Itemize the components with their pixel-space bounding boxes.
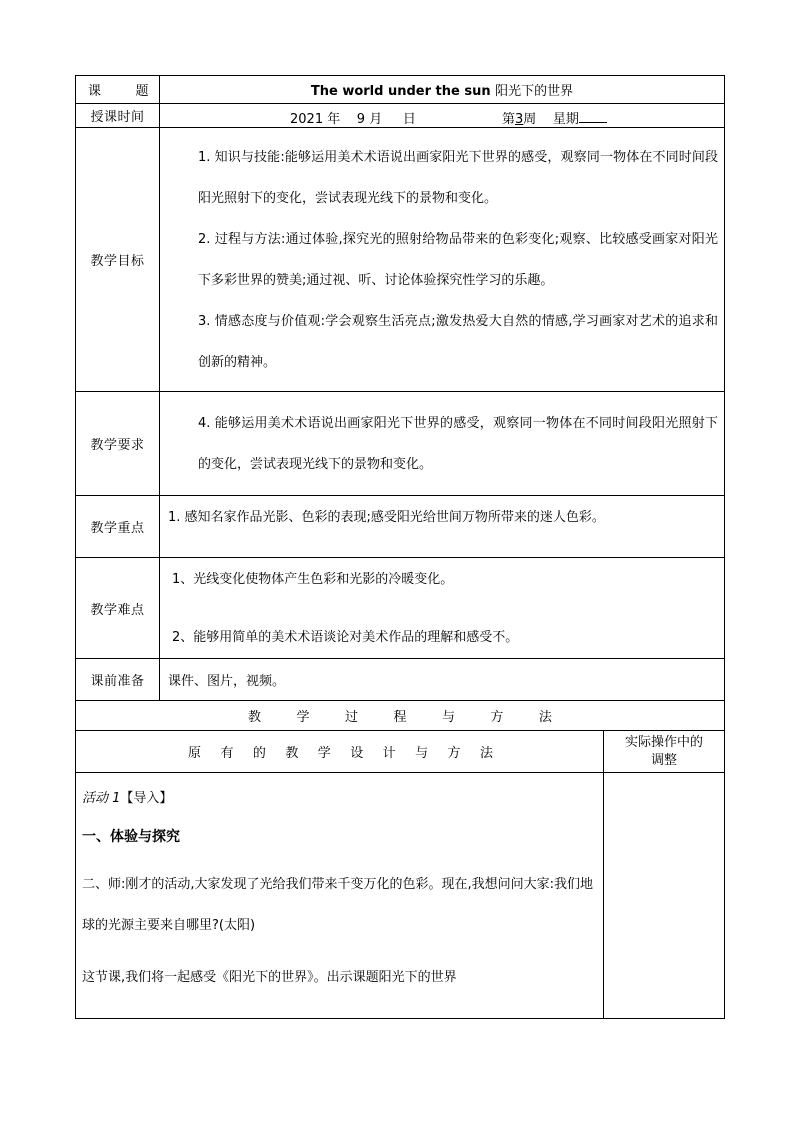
date-label: 授课时间 — [76, 104, 160, 128]
lesson-title-zh: 阳光下的世界 — [495, 84, 574, 99]
process-header-char: 与 — [441, 710, 455, 725]
lesson-title-en: The world under the sun — [310, 84, 491, 99]
week-value — [502, 108, 607, 127]
difficulty-item: 1、光线变化使物体产生色彩和光影的冷暖变化。 — [172, 572, 454, 587]
preparation-text: 课件、图片，视频。 — [168, 674, 286, 689]
date-year: 2021 — [290, 112, 324, 127]
process-header-char: 教 — [248, 710, 262, 725]
week-unit: 周 — [523, 112, 537, 127]
preparation-content — [160, 659, 725, 701]
design-header-char: 有 — [220, 746, 234, 761]
goals-row — [76, 128, 725, 392]
process-header-char: 程 — [393, 710, 407, 725]
key-points-label: 教学重点 — [76, 496, 160, 558]
process-header-char: 方 — [490, 710, 504, 725]
requirements-text-wrap — [160, 403, 724, 485]
design-header-row — [76, 731, 725, 773]
title-label — [76, 80, 159, 99]
key-points-text: 1. 感知名家作品光影、色彩的表现;感受阳光给世间万物所带来的迷人色彩。 — [168, 510, 605, 525]
key-points-row — [76, 496, 725, 558]
design-header-char: 原 — [188, 746, 202, 761]
requirements-label: 教学要求 — [76, 392, 160, 496]
process-header-char: 学 — [296, 710, 310, 725]
activity-section-title: 一、体验与探究 — [82, 829, 180, 845]
lesson-plan-table — [75, 75, 725, 1019]
process-header-text — [76, 706, 724, 725]
adjust-header-line1: 实际操作中的 — [624, 734, 703, 750]
activity-body — [76, 787, 603, 985]
title-label-char: 题 — [135, 84, 149, 99]
difficulty-item: 2、能够用简单的美术术语谈论对美术作品的理解和感受不。 — [172, 630, 519, 645]
weekday-label: 星期 — [552, 112, 579, 127]
activity-tag — [82, 787, 597, 806]
goal-item: 1. 知识与技能:能够运用美术术语说出画家阳光下世界的感受，观察同一物体在不同时间段阳光照射下的变化，尝试表现光线下的景物和变化。 — [198, 149, 718, 206]
goals-label: 教学目标 — [76, 128, 160, 392]
week-number: 3 — [515, 112, 524, 127]
preparation-label: 课前准备 — [76, 659, 160, 701]
process-header — [76, 701, 725, 731]
activity-para: 二、师:刚才的活动,大家发现了光给我们带来千变万化的色彩。现在,我想问问大家:我们地球的光源主要来自哪里?(太阳) — [82, 877, 594, 933]
date-row — [76, 104, 725, 128]
process-header-char: 法 — [538, 710, 552, 725]
adjust-header-line2: 调整 — [650, 752, 677, 768]
requirements-content — [160, 392, 725, 496]
goal-item: 2. 过程与方法:通过体验,探究光的照射给物品带来的色彩变化;观察、比较感受画家对阳光下多彩世界的赞美;通过视、听、讨论体验探究性学习的乐趣。 — [198, 231, 718, 288]
goals-list — [160, 137, 724, 383]
date-day-unit: 日 — [402, 112, 416, 127]
design-header-char: 设 — [350, 746, 364, 761]
adjust-header — [604, 731, 725, 773]
adjust-cell — [604, 773, 725, 1019]
date-cell — [160, 104, 725, 128]
goals-content — [160, 128, 725, 392]
design-header-char: 与 — [415, 746, 429, 761]
date-value — [290, 108, 416, 127]
design-header-char: 方 — [447, 746, 461, 761]
design-header-char: 的 — [252, 746, 266, 761]
lesson-plan-page — [75, 75, 724, 1019]
title-label-cell — [76, 76, 160, 104]
process-header-row — [76, 701, 725, 731]
title-label-char: 课 — [88, 84, 102, 99]
difficulties-content — [160, 558, 725, 659]
activity-row — [76, 773, 725, 1019]
activity-content — [76, 773, 604, 1019]
lesson-title — [160, 76, 725, 104]
weekday-blank — [579, 110, 607, 123]
preparation-row — [76, 659, 725, 701]
design-header — [76, 731, 604, 773]
requirements-row — [76, 392, 725, 496]
requirements-text: 4. 能够运用美术术语说出画家阳光下世界的感受，观察同一物体在不同时间段阳光照射下的变化，尝试表现光线下的景物和变化。 — [198, 415, 718, 472]
design-header-char: 法 — [479, 746, 493, 761]
key-points-content — [160, 496, 725, 558]
date-year-unit: 年 — [327, 112, 341, 127]
activity-tag-italic: 活动 1 — [82, 791, 121, 806]
difficulties-label: 教学难点 — [76, 558, 160, 659]
goal-item: 3. 情感态度与价值观:学会观察生活亮点;激发热爱大自然的情感,学习画家对艺术的追求和创新的精神。 — [198, 313, 718, 370]
week-prefix: 第 — [502, 112, 516, 127]
activity-para: 这节课,我们将一起感受《阳光下的世界》。出示课题阳光下的世界 — [82, 970, 457, 985]
date-month-unit: 月 — [369, 112, 383, 127]
design-header-char: 计 — [382, 746, 396, 761]
design-header-char: 教 — [285, 746, 299, 761]
title-row — [76, 76, 725, 104]
activity-tag-rest: 【导入】 — [120, 791, 173, 806]
difficulties-row — [76, 558, 725, 659]
design-header-char: 学 — [317, 746, 331, 761]
design-header-text — [76, 742, 603, 761]
date-month: 9 — [356, 112, 366, 127]
process-header-char: 过 — [344, 710, 358, 725]
